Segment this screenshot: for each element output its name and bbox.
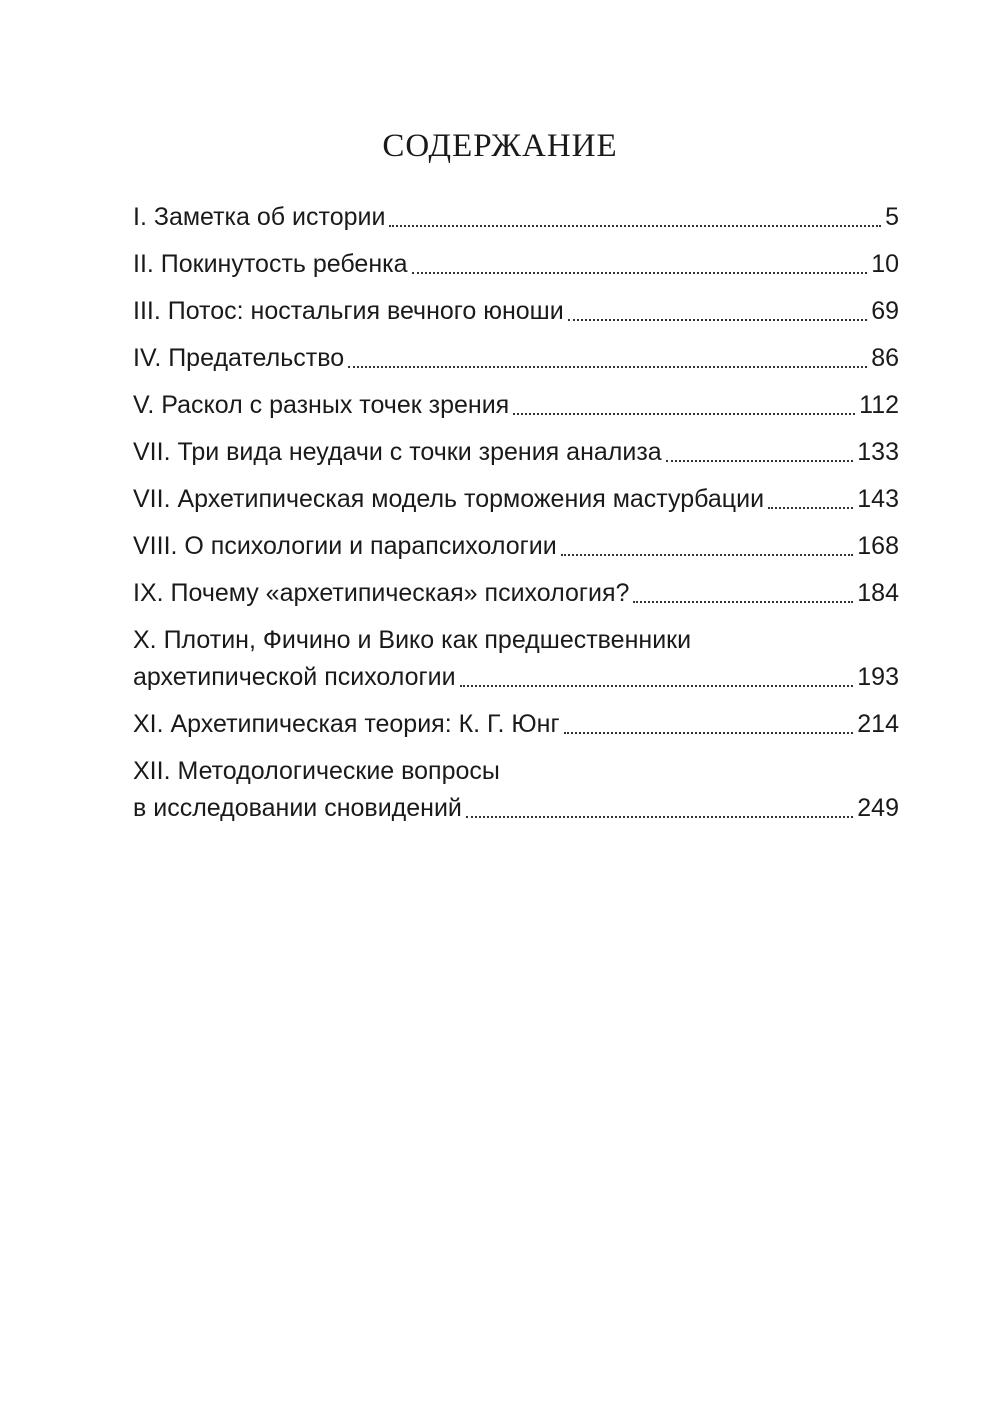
dot-leader — [466, 816, 853, 818]
page-title: СОДЕРЖАНИЕ — [382, 128, 618, 164]
table-of-contents — [133, 200, 899, 838]
toc-entry-page: 86 — [871, 344, 899, 372]
toc-entry — [133, 341, 899, 375]
toc-entry — [133, 200, 899, 234]
toc-entry-page: 193 — [857, 663, 899, 691]
dot-leader — [633, 601, 853, 603]
toc-entry-page: 69 — [871, 297, 899, 325]
toc-entry-page: 112 — [859, 391, 899, 419]
toc-entry-title: II. Покинутость ребенка — [133, 250, 408, 278]
toc-entry-title: VII. Три вида неудачи с точки зрения анализа — [133, 438, 662, 466]
toc-entry-title: VII. Архетипическая модель торможения мастурбации — [133, 485, 765, 513]
toc-entry — [133, 754, 899, 825]
toc-entry-page: 133 — [857, 438, 899, 466]
toc-entry — [133, 482, 899, 516]
toc-entry-title: I. Заметка об истории — [133, 203, 386, 231]
dot-leader — [412, 272, 868, 274]
toc-entry-title: III. Потос: ностальгия вечного юноши — [133, 297, 564, 325]
toc-entry — [133, 388, 899, 422]
dot-leader — [666, 460, 854, 462]
toc-entry — [133, 294, 899, 328]
toc-entry-title: в исследовании сновидений — [133, 794, 462, 822]
dot-leader — [513, 413, 855, 415]
toc-entry — [133, 576, 899, 610]
toc-entry-title: XI. Архетипическая теория: К. Г. Юнг — [133, 710, 560, 738]
toc-entry-page: 184 — [857, 579, 899, 607]
dot-leader — [389, 225, 881, 227]
toc-entry — [133, 529, 899, 563]
toc-entry-page: 168 — [857, 532, 899, 560]
toc-entry — [133, 435, 899, 469]
toc-entry — [133, 247, 899, 281]
toc-entry-title: IX. Почему «архетипическая» психология? — [133, 579, 630, 607]
dot-leader — [348, 366, 867, 368]
toc-entry-title: V. Раскол с разных точек зрения — [133, 391, 510, 419]
dot-leader — [564, 732, 854, 734]
toc-entry-page: 143 — [857, 485, 899, 513]
toc-entry-title-line1: X. Плотин, Фичино и Вико как предшественники — [133, 626, 692, 654]
toc-entry-page: 214 — [857, 710, 899, 738]
toc-entry-title-line1: XII. Методологические вопросы — [133, 757, 500, 785]
toc-entry — [133, 707, 899, 741]
dot-leader — [768, 507, 853, 509]
toc-entry-page: 10 — [871, 250, 899, 278]
toc-entry-title: IV. Предательство — [133, 344, 345, 372]
toc-entry — [133, 623, 899, 694]
toc-entry-page: 5 — [885, 203, 899, 231]
toc-entry-title: VIII. О психологии и парапсихологии — [133, 532, 557, 560]
toc-entry-title: архетипической психологии — [133, 663, 456, 691]
toc-entry-page: 249 — [857, 794, 899, 822]
dot-leader — [561, 554, 854, 556]
dot-leader — [460, 685, 854, 687]
dot-leader — [568, 319, 867, 321]
